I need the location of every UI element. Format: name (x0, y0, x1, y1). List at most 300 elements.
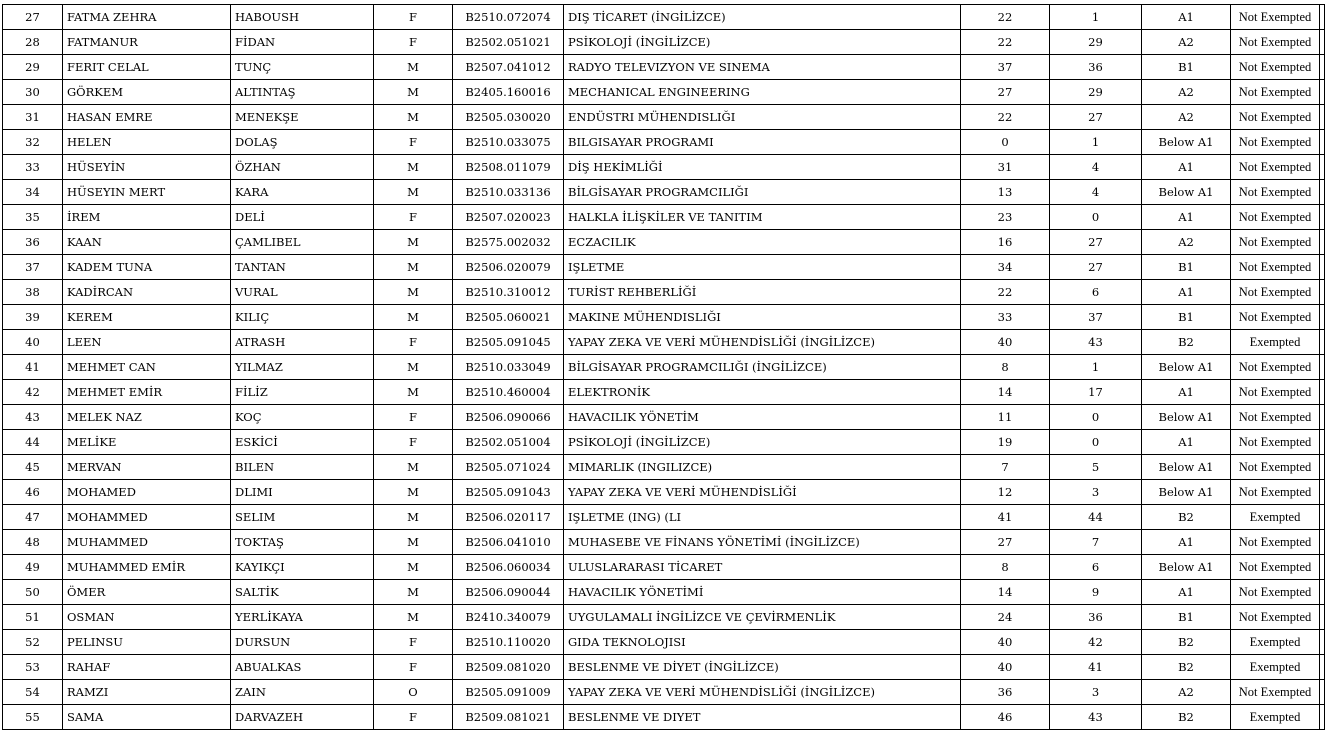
score2-cell: 4 (1050, 155, 1142, 180)
score1-cell: 22 (961, 280, 1050, 305)
gender-cell: M (374, 280, 453, 305)
student-id-cell: B2505.060021 (453, 305, 564, 330)
row-number: 32 (3, 130, 63, 155)
surname-cell: KILIÇ (231, 305, 374, 330)
department-cell: HAVACILIK YÖNETİM (564, 405, 961, 430)
table-row (3, 180, 1325, 205)
row-number: 40 (3, 330, 63, 355)
score2-cell: 3 (1050, 480, 1142, 505)
level-cell: A2 (1142, 80, 1231, 105)
gender-cell: F (374, 205, 453, 230)
level-cell: B2 (1142, 630, 1231, 655)
score1-cell: 46 (961, 705, 1050, 730)
first-name-cell: SAMA (63, 705, 231, 730)
exemption-status-cell: Exempted (1231, 630, 1320, 655)
surname-cell: VURAL (231, 280, 374, 305)
student-id-cell: B2509.081021 (453, 705, 564, 730)
student-id-cell: B2507.041012 (453, 55, 564, 80)
score2-cell: 43 (1050, 705, 1142, 730)
gender-cell: M (374, 255, 453, 280)
exemption-status-cell: Not Exempted (1231, 530, 1320, 555)
score1-cell: 22 (961, 30, 1050, 55)
department-cell: BİLGİSAYAR PROGRAMCILIĞI (564, 180, 961, 205)
score1-cell: 12 (961, 480, 1050, 505)
level-cell: B2 (1142, 705, 1231, 730)
gender-cell: M (374, 355, 453, 380)
surname-cell: TANTAN (231, 255, 374, 280)
score2-cell: 36 (1050, 55, 1142, 80)
student-id-cell: B2510.072074 (453, 5, 564, 30)
gender-cell: M (374, 455, 453, 480)
first-name-cell: MERVAN (63, 455, 231, 480)
first-name-cell: RAMZI (63, 680, 231, 705)
table-row (3, 505, 1325, 530)
student-id-cell: B2505.071024 (453, 455, 564, 480)
table-row (3, 630, 1325, 655)
table-row (3, 205, 1325, 230)
exemption-status-cell: Not Exempted (1231, 130, 1320, 155)
row-number: 47 (3, 505, 63, 530)
gender-cell: M (374, 180, 453, 205)
level-cell: A1 (1142, 430, 1231, 455)
row-number: 42 (3, 380, 63, 405)
level-cell: A2 (1142, 105, 1231, 130)
score1-cell: 40 (961, 630, 1050, 655)
level-cell: B2 (1142, 330, 1231, 355)
first-name-cell: FATMA ZEHRA (63, 5, 231, 30)
score2-cell: 9 (1050, 580, 1142, 605)
gender-cell: F (374, 130, 453, 155)
level-cell: Below A1 (1142, 555, 1231, 580)
results-table (2, 4, 1325, 730)
blank-cell (1320, 380, 1325, 405)
table-body (3, 5, 1325, 730)
first-name-cell: FATMANUR (63, 30, 231, 55)
department-cell: ECZACILIK (564, 230, 961, 255)
department-cell: ENDÜSTRI MÜHENDISLIĞI (564, 105, 961, 130)
blank-cell (1320, 55, 1325, 80)
exemption-status-cell: Not Exempted (1231, 355, 1320, 380)
student-id-cell: B2509.081020 (453, 655, 564, 680)
row-number: 43 (3, 405, 63, 430)
row-number: 54 (3, 680, 63, 705)
department-cell: ELEKTRONİK (564, 380, 961, 405)
surname-cell: ÖZHAN (231, 155, 374, 180)
level-cell: B2 (1142, 505, 1231, 530)
row-number: 44 (3, 430, 63, 455)
row-number: 31 (3, 105, 63, 130)
exemption-status-cell: Not Exempted (1231, 30, 1320, 55)
gender-cell: F (374, 30, 453, 55)
row-number: 36 (3, 230, 63, 255)
first-name-cell: MELİKE (63, 430, 231, 455)
exemption-status-cell: Not Exempted (1231, 155, 1320, 180)
level-cell: Below A1 (1142, 180, 1231, 205)
department-cell: YAPAY ZEKA VE VERİ MÜHENDİSLİĞİ (İNGİLİZCE) (564, 680, 961, 705)
exemption-status-cell: Not Exempted (1231, 405, 1320, 430)
level-cell: Below A1 (1142, 405, 1231, 430)
surname-cell: FİLİZ (231, 380, 374, 405)
surname-cell: ALTINTAŞ (231, 80, 374, 105)
row-number: 29 (3, 55, 63, 80)
score1-cell: 37 (961, 55, 1050, 80)
blank-cell (1320, 180, 1325, 205)
row-number: 35 (3, 205, 63, 230)
student-id-cell: B2506.090066 (453, 405, 564, 430)
row-number: 45 (3, 455, 63, 480)
row-number: 46 (3, 480, 63, 505)
blank-cell (1320, 455, 1325, 480)
blank-cell (1320, 280, 1325, 305)
level-cell: A2 (1142, 30, 1231, 55)
student-id-cell: B2505.091045 (453, 330, 564, 355)
exemption-status-cell: Not Exempted (1231, 580, 1320, 605)
blank-cell (1320, 80, 1325, 105)
student-id-cell: B2507.020023 (453, 205, 564, 230)
score2-cell: 41 (1050, 655, 1142, 680)
exemption-status-cell: Not Exempted (1231, 480, 1320, 505)
surname-cell: TOKTAŞ (231, 530, 374, 555)
student-id-cell: B2506.060034 (453, 555, 564, 580)
table-row (3, 455, 1325, 480)
first-name-cell: KADİRCAN (63, 280, 231, 305)
surname-cell: SELIM (231, 505, 374, 530)
table-row (3, 280, 1325, 305)
blank-cell (1320, 205, 1325, 230)
gender-cell: M (374, 80, 453, 105)
surname-cell: KOÇ (231, 405, 374, 430)
surname-cell: DLIMI (231, 480, 374, 505)
first-name-cell: MOHAMED (63, 480, 231, 505)
blank-cell (1320, 355, 1325, 380)
level-cell: B2 (1142, 655, 1231, 680)
table-row (3, 555, 1325, 580)
table-row (3, 430, 1325, 455)
department-cell: MIMARLIK (INGILIZCE) (564, 455, 961, 480)
exemption-status-cell: Not Exempted (1231, 255, 1320, 280)
blank-cell (1320, 705, 1325, 730)
gender-cell: M (374, 230, 453, 255)
level-cell: A2 (1142, 230, 1231, 255)
table-row (3, 255, 1325, 280)
first-name-cell: LEEN (63, 330, 231, 355)
department-cell: YAPAY ZEKA VE VERİ MÜHENDİSLİĞİ (564, 480, 961, 505)
blank-cell (1320, 530, 1325, 555)
level-cell: Below A1 (1142, 455, 1231, 480)
row-number: 39 (3, 305, 63, 330)
gender-cell: F (374, 655, 453, 680)
department-cell: GIDA TEKNOLOJISI (564, 630, 961, 655)
score2-cell: 0 (1050, 405, 1142, 430)
first-name-cell: RAHAF (63, 655, 231, 680)
department-cell: DİŞ HEKİMLİĞİ (564, 155, 961, 180)
surname-cell: TUNÇ (231, 55, 374, 80)
table-row (3, 705, 1325, 730)
row-number: 34 (3, 180, 63, 205)
row-number: 30 (3, 80, 63, 105)
exemption-status-cell: Exempted (1231, 330, 1320, 355)
table-row (3, 530, 1325, 555)
student-id-cell: B2510.460004 (453, 380, 564, 405)
student-id-cell: B2502.051021 (453, 30, 564, 55)
score1-cell: 7 (961, 455, 1050, 480)
exemption-status-cell: Exempted (1231, 505, 1320, 530)
student-id-cell: B2510.033136 (453, 180, 564, 205)
first-name-cell: OSMAN (63, 605, 231, 630)
gender-cell: M (374, 530, 453, 555)
surname-cell: BILEN (231, 455, 374, 480)
gender-cell: M (374, 155, 453, 180)
score2-cell: 42 (1050, 630, 1142, 655)
gender-cell: M (374, 605, 453, 630)
score2-cell: 37 (1050, 305, 1142, 330)
table-row (3, 5, 1325, 30)
score2-cell: 4 (1050, 180, 1142, 205)
table-row (3, 80, 1325, 105)
table-row (3, 480, 1325, 505)
department-cell: RADYO TELEVIZYON VE SINEMA (564, 55, 961, 80)
score2-cell: 5 (1050, 455, 1142, 480)
surname-cell: ÇAMLIBEL (231, 230, 374, 255)
score2-cell: 1 (1050, 130, 1142, 155)
row-number: 41 (3, 355, 63, 380)
score1-cell: 27 (961, 80, 1050, 105)
level-cell: A1 (1142, 380, 1231, 405)
level-cell: A1 (1142, 5, 1231, 30)
first-name-cell: ÖMER (63, 580, 231, 605)
table-row (3, 330, 1325, 355)
surname-cell: YILMAZ (231, 355, 374, 380)
table-row (3, 380, 1325, 405)
blank-cell (1320, 130, 1325, 155)
table-row (3, 155, 1325, 180)
blank-cell (1320, 605, 1325, 630)
surname-cell: ZAIN (231, 680, 374, 705)
score2-cell: 27 (1050, 255, 1142, 280)
surname-cell: ESKİCİ (231, 430, 374, 455)
table-row (3, 605, 1325, 630)
gender-cell: F (374, 430, 453, 455)
blank-cell (1320, 255, 1325, 280)
student-id-cell: B2505.091009 (453, 680, 564, 705)
score1-cell: 27 (961, 530, 1050, 555)
student-id-cell: B2505.091043 (453, 480, 564, 505)
department-cell: HALKLA İLİŞKİLER VE TANITIM (564, 205, 961, 230)
department-cell: TURİST REHBERLİĞİ (564, 280, 961, 305)
blank-cell (1320, 5, 1325, 30)
blank-cell (1320, 155, 1325, 180)
department-cell: YAPAY ZEKA VE VERİ MÜHENDİSLİĞİ (İNGİLİZCE) (564, 330, 961, 355)
surname-cell: KAYIKÇI (231, 555, 374, 580)
department-cell: PSİKOLOJİ (İNGİLİZCE) (564, 430, 961, 455)
gender-cell: F (374, 705, 453, 730)
exemption-status-cell: Not Exempted (1231, 455, 1320, 480)
first-name-cell: HELEN (63, 130, 231, 155)
student-id-cell: B2510.033049 (453, 355, 564, 380)
blank-cell (1320, 630, 1325, 655)
student-id-cell: B2508.011079 (453, 155, 564, 180)
blank-cell (1320, 305, 1325, 330)
score1-cell: 13 (961, 180, 1050, 205)
surname-cell: DURSUN (231, 630, 374, 655)
table-row (3, 130, 1325, 155)
gender-cell: M (374, 480, 453, 505)
score2-cell: 7 (1050, 530, 1142, 555)
row-number: 49 (3, 555, 63, 580)
gender-cell: F (374, 5, 453, 30)
department-cell: BESLENME VE DİYET (İNGİLİZCE) (564, 655, 961, 680)
first-name-cell: İREM (63, 205, 231, 230)
department-cell: DIŞ TİCARET (İNGİLİZCE) (564, 5, 961, 30)
score1-cell: 34 (961, 255, 1050, 280)
table-row (3, 230, 1325, 255)
score1-cell: 23 (961, 205, 1050, 230)
first-name-cell: KEREM (63, 305, 231, 330)
student-id-cell: B2505.030020 (453, 105, 564, 130)
department-cell: MUHASEBE VE FİNANS YÖNETİMİ (İNGİLİZCE) (564, 530, 961, 555)
first-name-cell: MOHAMMED (63, 505, 231, 530)
row-number: 27 (3, 5, 63, 30)
exemption-status-cell: Not Exempted (1231, 230, 1320, 255)
exemption-status-cell: Exempted (1231, 655, 1320, 680)
blank-cell (1320, 330, 1325, 355)
surname-cell: MENEKŞE (231, 105, 374, 130)
score2-cell: 29 (1050, 80, 1142, 105)
table-row (3, 105, 1325, 130)
score2-cell: 17 (1050, 380, 1142, 405)
gender-cell: O (374, 680, 453, 705)
score1-cell: 22 (961, 5, 1050, 30)
department-cell: IŞLETME (ING) (LI (564, 505, 961, 530)
row-number: 55 (3, 705, 63, 730)
blank-cell (1320, 680, 1325, 705)
table-row (3, 55, 1325, 80)
surname-cell: ABUALKAS (231, 655, 374, 680)
table-row (3, 680, 1325, 705)
exemption-status-cell: Not Exempted (1231, 280, 1320, 305)
score2-cell: 1 (1050, 5, 1142, 30)
first-name-cell: HÜSEYİN (63, 155, 231, 180)
score1-cell: 14 (961, 580, 1050, 605)
exemption-status-cell: Not Exempted (1231, 180, 1320, 205)
level-cell: B1 (1142, 305, 1231, 330)
student-id-cell: B2410.340079 (453, 605, 564, 630)
table-row (3, 405, 1325, 430)
first-name-cell: MUHAMMED EMİR (63, 555, 231, 580)
department-cell: ULUSLARARASI TİCARET (564, 555, 961, 580)
surname-cell: DARVAZEH (231, 705, 374, 730)
student-id-cell: B2506.020117 (453, 505, 564, 530)
exemption-status-cell: Not Exempted (1231, 105, 1320, 130)
exemption-status-cell: Not Exempted (1231, 205, 1320, 230)
score2-cell: 43 (1050, 330, 1142, 355)
department-cell: PSİKOLOJİ (İNGİLİZCE) (564, 30, 961, 55)
score1-cell: 40 (961, 655, 1050, 680)
score1-cell: 33 (961, 305, 1050, 330)
score1-cell: 8 (961, 355, 1050, 380)
row-number: 50 (3, 580, 63, 605)
row-number: 53 (3, 655, 63, 680)
exemption-status-cell: Not Exempted (1231, 605, 1320, 630)
surname-cell: DOLAŞ (231, 130, 374, 155)
student-id-cell: B2502.051004 (453, 430, 564, 455)
table-row (3, 305, 1325, 330)
department-cell: IŞLETME (564, 255, 961, 280)
level-cell: A1 (1142, 530, 1231, 555)
score1-cell: 0 (961, 130, 1050, 155)
level-cell: B1 (1142, 55, 1231, 80)
score1-cell: 24 (961, 605, 1050, 630)
gender-cell: M (374, 105, 453, 130)
score1-cell: 8 (961, 555, 1050, 580)
table-row (3, 355, 1325, 380)
level-cell: B1 (1142, 255, 1231, 280)
blank-cell (1320, 505, 1325, 530)
level-cell: A1 (1142, 155, 1231, 180)
level-cell: Below A1 (1142, 355, 1231, 380)
department-cell: MAKINE MÜHENDISLIĞI (564, 305, 961, 330)
blank-cell (1320, 30, 1325, 55)
student-id-cell: B2510.033075 (453, 130, 564, 155)
student-id-cell: B2575.002032 (453, 230, 564, 255)
row-number: 52 (3, 630, 63, 655)
score2-cell: 0 (1050, 430, 1142, 455)
student-id-cell: B2506.041010 (453, 530, 564, 555)
gender-cell: M (374, 505, 453, 530)
surname-cell: FİDAN (231, 30, 374, 55)
blank-cell (1320, 655, 1325, 680)
exemption-status-cell: Not Exempted (1231, 430, 1320, 455)
gender-cell: M (374, 580, 453, 605)
level-cell: A1 (1142, 205, 1231, 230)
row-number: 33 (3, 155, 63, 180)
exemption-status-cell: Not Exempted (1231, 80, 1320, 105)
score1-cell: 36 (961, 680, 1050, 705)
row-number: 48 (3, 530, 63, 555)
level-cell: A2 (1142, 680, 1231, 705)
score1-cell: 41 (961, 505, 1050, 530)
gender-cell: M (374, 305, 453, 330)
exemption-status-cell: Not Exempted (1231, 680, 1320, 705)
row-number: 38 (3, 280, 63, 305)
gender-cell: M (374, 380, 453, 405)
score1-cell: 14 (961, 380, 1050, 405)
blank-cell (1320, 105, 1325, 130)
blank-cell (1320, 580, 1325, 605)
score2-cell: 6 (1050, 555, 1142, 580)
exemption-status-cell: Not Exempted (1231, 555, 1320, 580)
blank-cell (1320, 430, 1325, 455)
level-cell: Below A1 (1142, 480, 1231, 505)
department-cell: BILGISAYAR PROGRAMI (564, 130, 961, 155)
table-row (3, 30, 1325, 55)
first-name-cell: MEHMET CAN (63, 355, 231, 380)
student-id-cell: B2506.020079 (453, 255, 564, 280)
score1-cell: 16 (961, 230, 1050, 255)
blank-cell (1320, 405, 1325, 430)
gender-cell: M (374, 555, 453, 580)
surname-cell: HABOUSH (231, 5, 374, 30)
score1-cell: 11 (961, 405, 1050, 430)
score1-cell: 31 (961, 155, 1050, 180)
gender-cell: F (374, 405, 453, 430)
first-name-cell: KAAN (63, 230, 231, 255)
score2-cell: 6 (1050, 280, 1142, 305)
score1-cell: 22 (961, 105, 1050, 130)
first-name-cell: GÖRKEM (63, 80, 231, 105)
row-number: 28 (3, 30, 63, 55)
level-cell: A1 (1142, 580, 1231, 605)
